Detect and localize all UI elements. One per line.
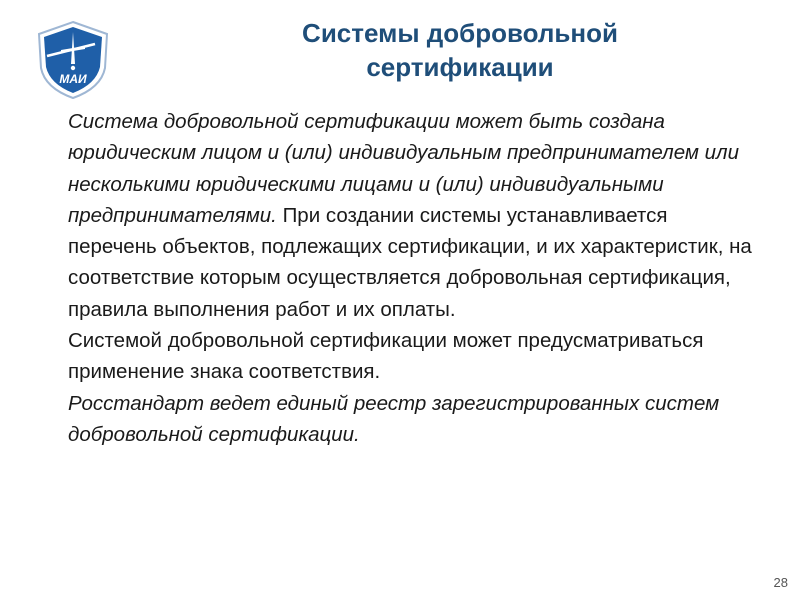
- paragraph-1-regular: При создании системы устанавливается перечень объектов, подлежащих сертификации, и их характеристик, на соответствие которым осуществляется добровольная сертификация, правила выполнения работ и их оплаты.: [68, 203, 752, 321]
- paragraph-2: Системой добровольной сертификации может предусматриваться применение знака соответствия.: [68, 329, 704, 384]
- title-line-1: Системы добровольной: [302, 18, 618, 48]
- mai-logo: [33, 20, 113, 100]
- slide-body: [68, 106, 758, 450]
- logo-text: МАИ: [59, 72, 87, 86]
- mai-shield-icon: [33, 20, 113, 100]
- page-title: [200, 16, 720, 84]
- paragraph-1: [68, 106, 758, 325]
- paragraph-1-italic: Система добровольной сертификации может быть создана юридическим лицом и (или) индивидуальным предпринимателем или несколькими юридическими лицами и (или) индивидуальными предпринимателями.: [68, 110, 739, 227]
- paragraph-3: Росстандарт ведет единый реестр зарегистрированных систем добровольной сертификации.: [68, 391, 720, 446]
- page-number: 28: [773, 575, 788, 590]
- title-line-2: сертификации: [366, 52, 554, 82]
